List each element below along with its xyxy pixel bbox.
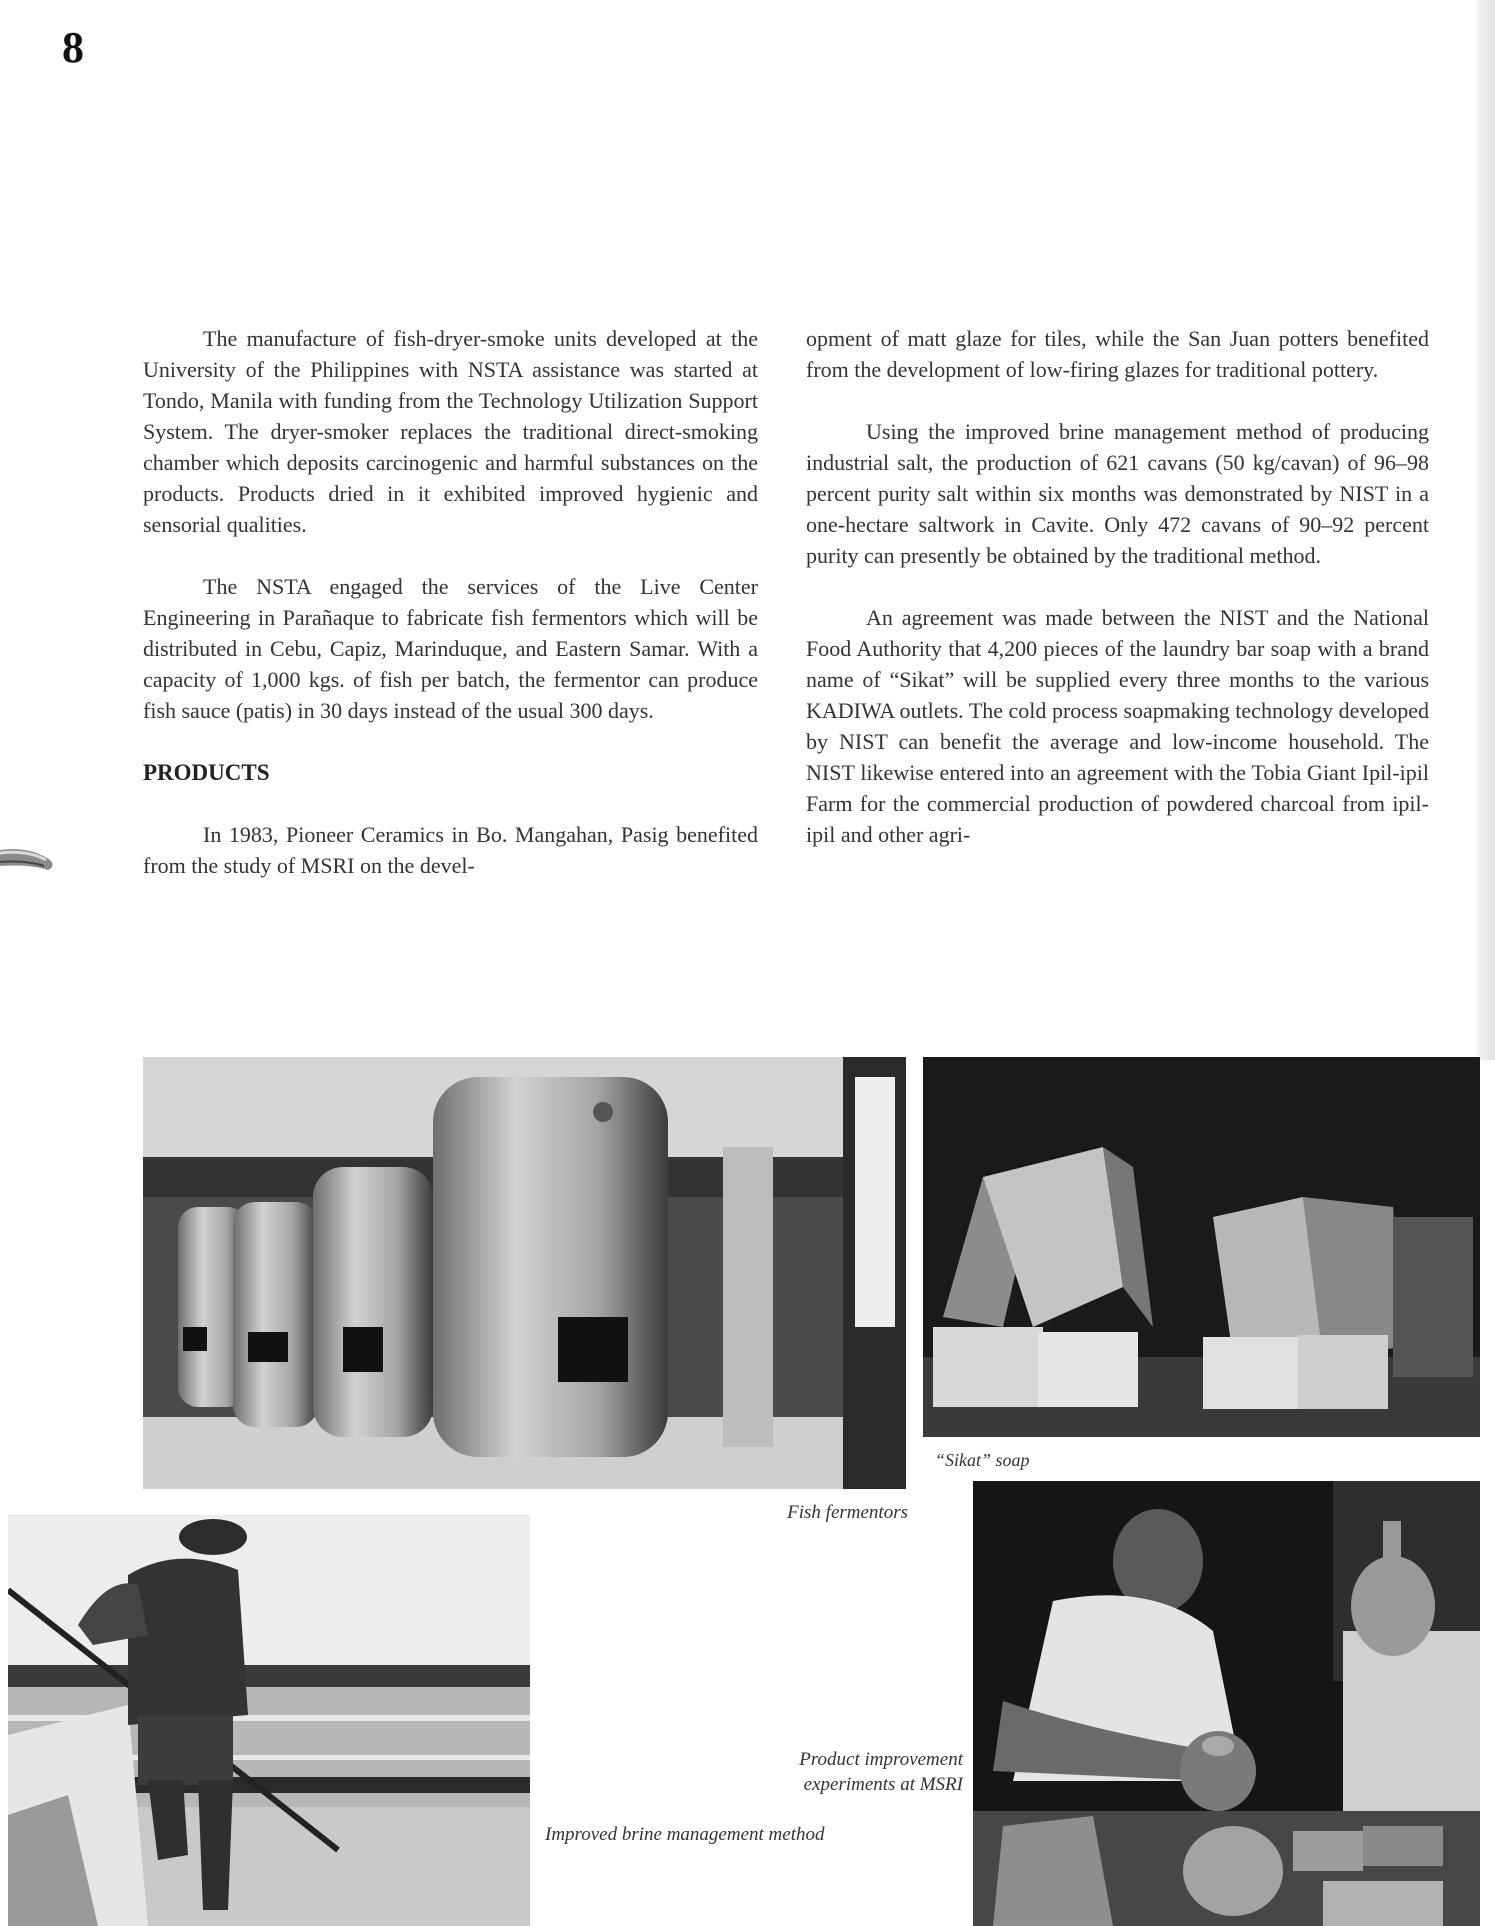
paragraph-sikat-soap: An agreement was made between the NIST and the National Food Authority that 4,200 pieces of the laundry bar soap with a brand name of “Sikat” will be supplied every three months to the various KADIWA outlets. The cold process soapmaking technology developed by NIST can benefit the average and low-income household. The NIST likewise entered into an agreement with the Tobia Giant Ipil-ipil Farm for the commercial production of powdered charcoal from ipil-ipil and other agri- — [806, 605, 1429, 847]
section-heading-products: PRODUCTS — [143, 760, 270, 785]
photo-brine-management — [8, 1515, 530, 1926]
caption-pottery-experiments: Product improvement experiments at MSRI — [799, 1749, 963, 1795]
photo-sikat-soap — [923, 1057, 1480, 1437]
caption-brine-management: Improved brine management method — [545, 1824, 825, 1845]
page-number: 8 — [62, 23, 84, 72]
caption-sikat-soap: “Sikat” soap — [935, 1450, 1030, 1470]
paragraph-brine-management: Using the improved brine management method of producing industrial salt, the production of 621 cavans (50 kg/cavan) of 96–98 percent purity salt within six months was demonstrated by NIST in a one-hectare saltwork in Cavite. Only 472 cavans of 90–92 percent purity can presently be obtained by the traditional method. — [806, 419, 1429, 568]
left-text-column — [143, 323, 758, 912]
paragraph-pioneer-ceramics: In 1983, Pioneer Ceramics in Bo. Mangahan, Pasig benefited from the study of MSRI on the devel- — [143, 822, 758, 878]
caption-fish-fermentors: Fish fermentors — [787, 1502, 908, 1523]
photo-fish-fermentors — [143, 1057, 906, 1489]
photo-pottery-experiments — [973, 1481, 1480, 1926]
right-text-column — [806, 323, 1429, 881]
paragraph-fish-dryer: The manufacture of fish-dryer-smoke units developed at the University of the Philippines with NSTA assistance was started at Tondo, Manila with funding from the Technology Utilization Support System. The dryer-smoker replaces the traditional direct-smoking chamber which deposits carcinogenic and harmful substances on the products. Products dried in it exhibited improved hygienic and sensorial qualities. — [143, 326, 758, 537]
paragraph-fish-fermentors: The NSTA engaged the services of the Live Center Engineering in Parañaque to fabricate fish fermentors which will be distributed in Cebu, Capiz, Marinduque, and Eastern Samar. With a capacity of 1,000 kgs. of fish per batch, the fermentor can produce fish sauce (patis) in 30 days instead of the usual 300 days. — [143, 574, 758, 723]
paragraph-matt-glaze: opment of matt glaze for tiles, while the San Juan potters benefited from the development of low-firing glazes for traditional pottery. — [806, 326, 1429, 382]
binder-ring-icon — [0, 840, 58, 880]
page-edge-shadow — [1477, 0, 1495, 1060]
